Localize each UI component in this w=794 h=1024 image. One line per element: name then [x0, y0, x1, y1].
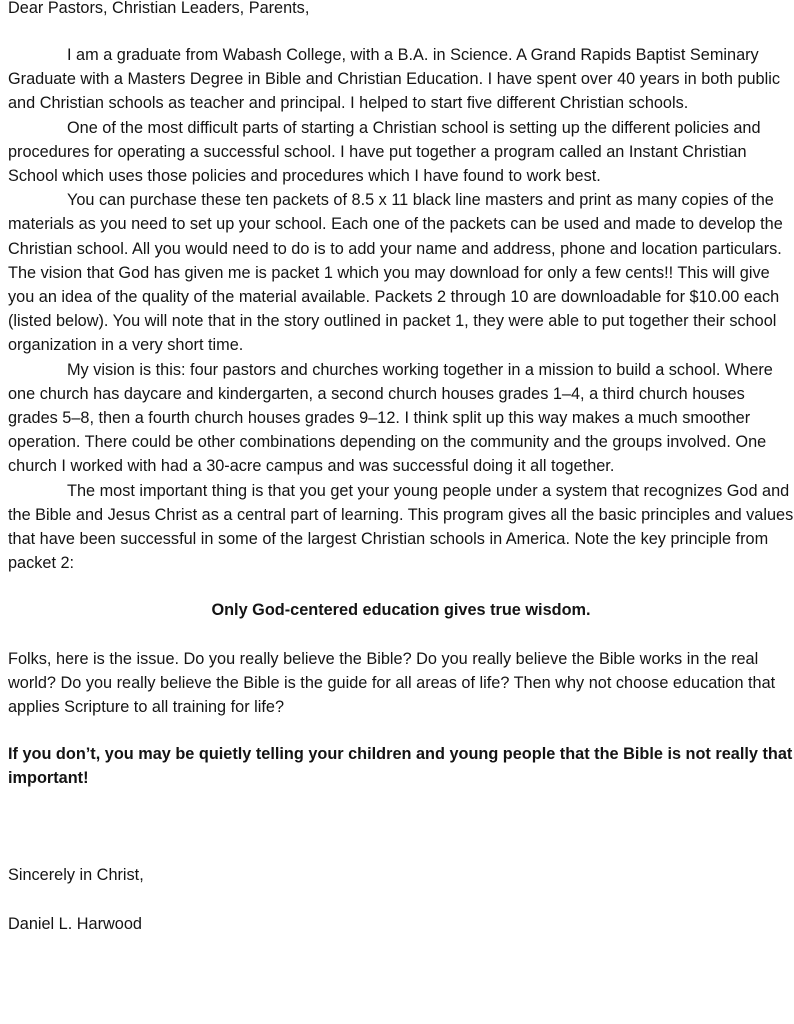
key-principle-motto: Only God-centered education gives true wisdom. — [211, 601, 591, 620]
closing-line: Sincerely in Christ, — [8, 865, 144, 884]
paragraph-program: One of the most difficult parts of starting a Christian school is setting up the different policies and procedures for operating a successful school. I have put together a program called an Instant Christian School which uses those policies and procedures which I have found to work best. — [8, 118, 761, 186]
paragraph-credentials: I am a graduate from Wabash College, with a B.A. in Science. A Grand Rapids Baptist Seminary Graduate with a Masters Degree in Bible and Christian Education. I have spent over 40 years in both public and Christian schools as teacher and principal. I helped to start five different Christian schools. — [8, 46, 780, 113]
warning-statement: If you don’t, you may be quietly telling your children and young people that the Bible is not really that important! — [8, 745, 793, 788]
signature-name: Daniel L. Harwood — [8, 914, 142, 933]
paragraph-vision: My vision is this: four pastors and churches working together in a mission to build a school. Where one church has daycare and kindergarten, a second church houses grades 1–4, a third church houses grades 5–8, then a fourth church houses grades 9–12. I think split up this way makes a much smoother operation. There could be other combinations depending on the community and the groups involved. One church I worked with had a 30-acre campus and was successful doing it all together. — [8, 360, 773, 476]
paragraph-questions: Folks, here is the issue. Do you really believe the Bible? Do you really believe the Bible works in the real world? Do you really believe the Bible is the guide for all areas of life? Then why not choose education that applies Scripture to all training for life? — [8, 649, 776, 717]
paragraph-importance: The most important thing is that you get your young people under a system that recognizes God and the Bible and Jesus Christ as a central part of learning. This program gives all the basic principles and values that have been successful in some of the largest Christian schools in America. Note the key principle from packet 2: — [8, 481, 794, 573]
letter-page — [8, 0, 794, 936]
paragraph-packets: You can purchase these ten packets of 8.5 x 11 black line masters and print as many copies of the materials as you need to set up your school. Each one of the packets can be used and made to develop the Christian school. All you would need to do is to add your name and address, phone and location particulars. The vision that God has given me is packet 1 which you may download for only a few cents!! This will give you an idea of the quality of the material available. Packets 2 through 10 are downloadable for $10.00 each (listed below). You will note that in the story outlined in packet 1, they were able to put together their school organization in a very short time. — [8, 191, 783, 355]
salutation: Dear Pastors, Christian Leaders, Parents, — [8, 0, 310, 17]
